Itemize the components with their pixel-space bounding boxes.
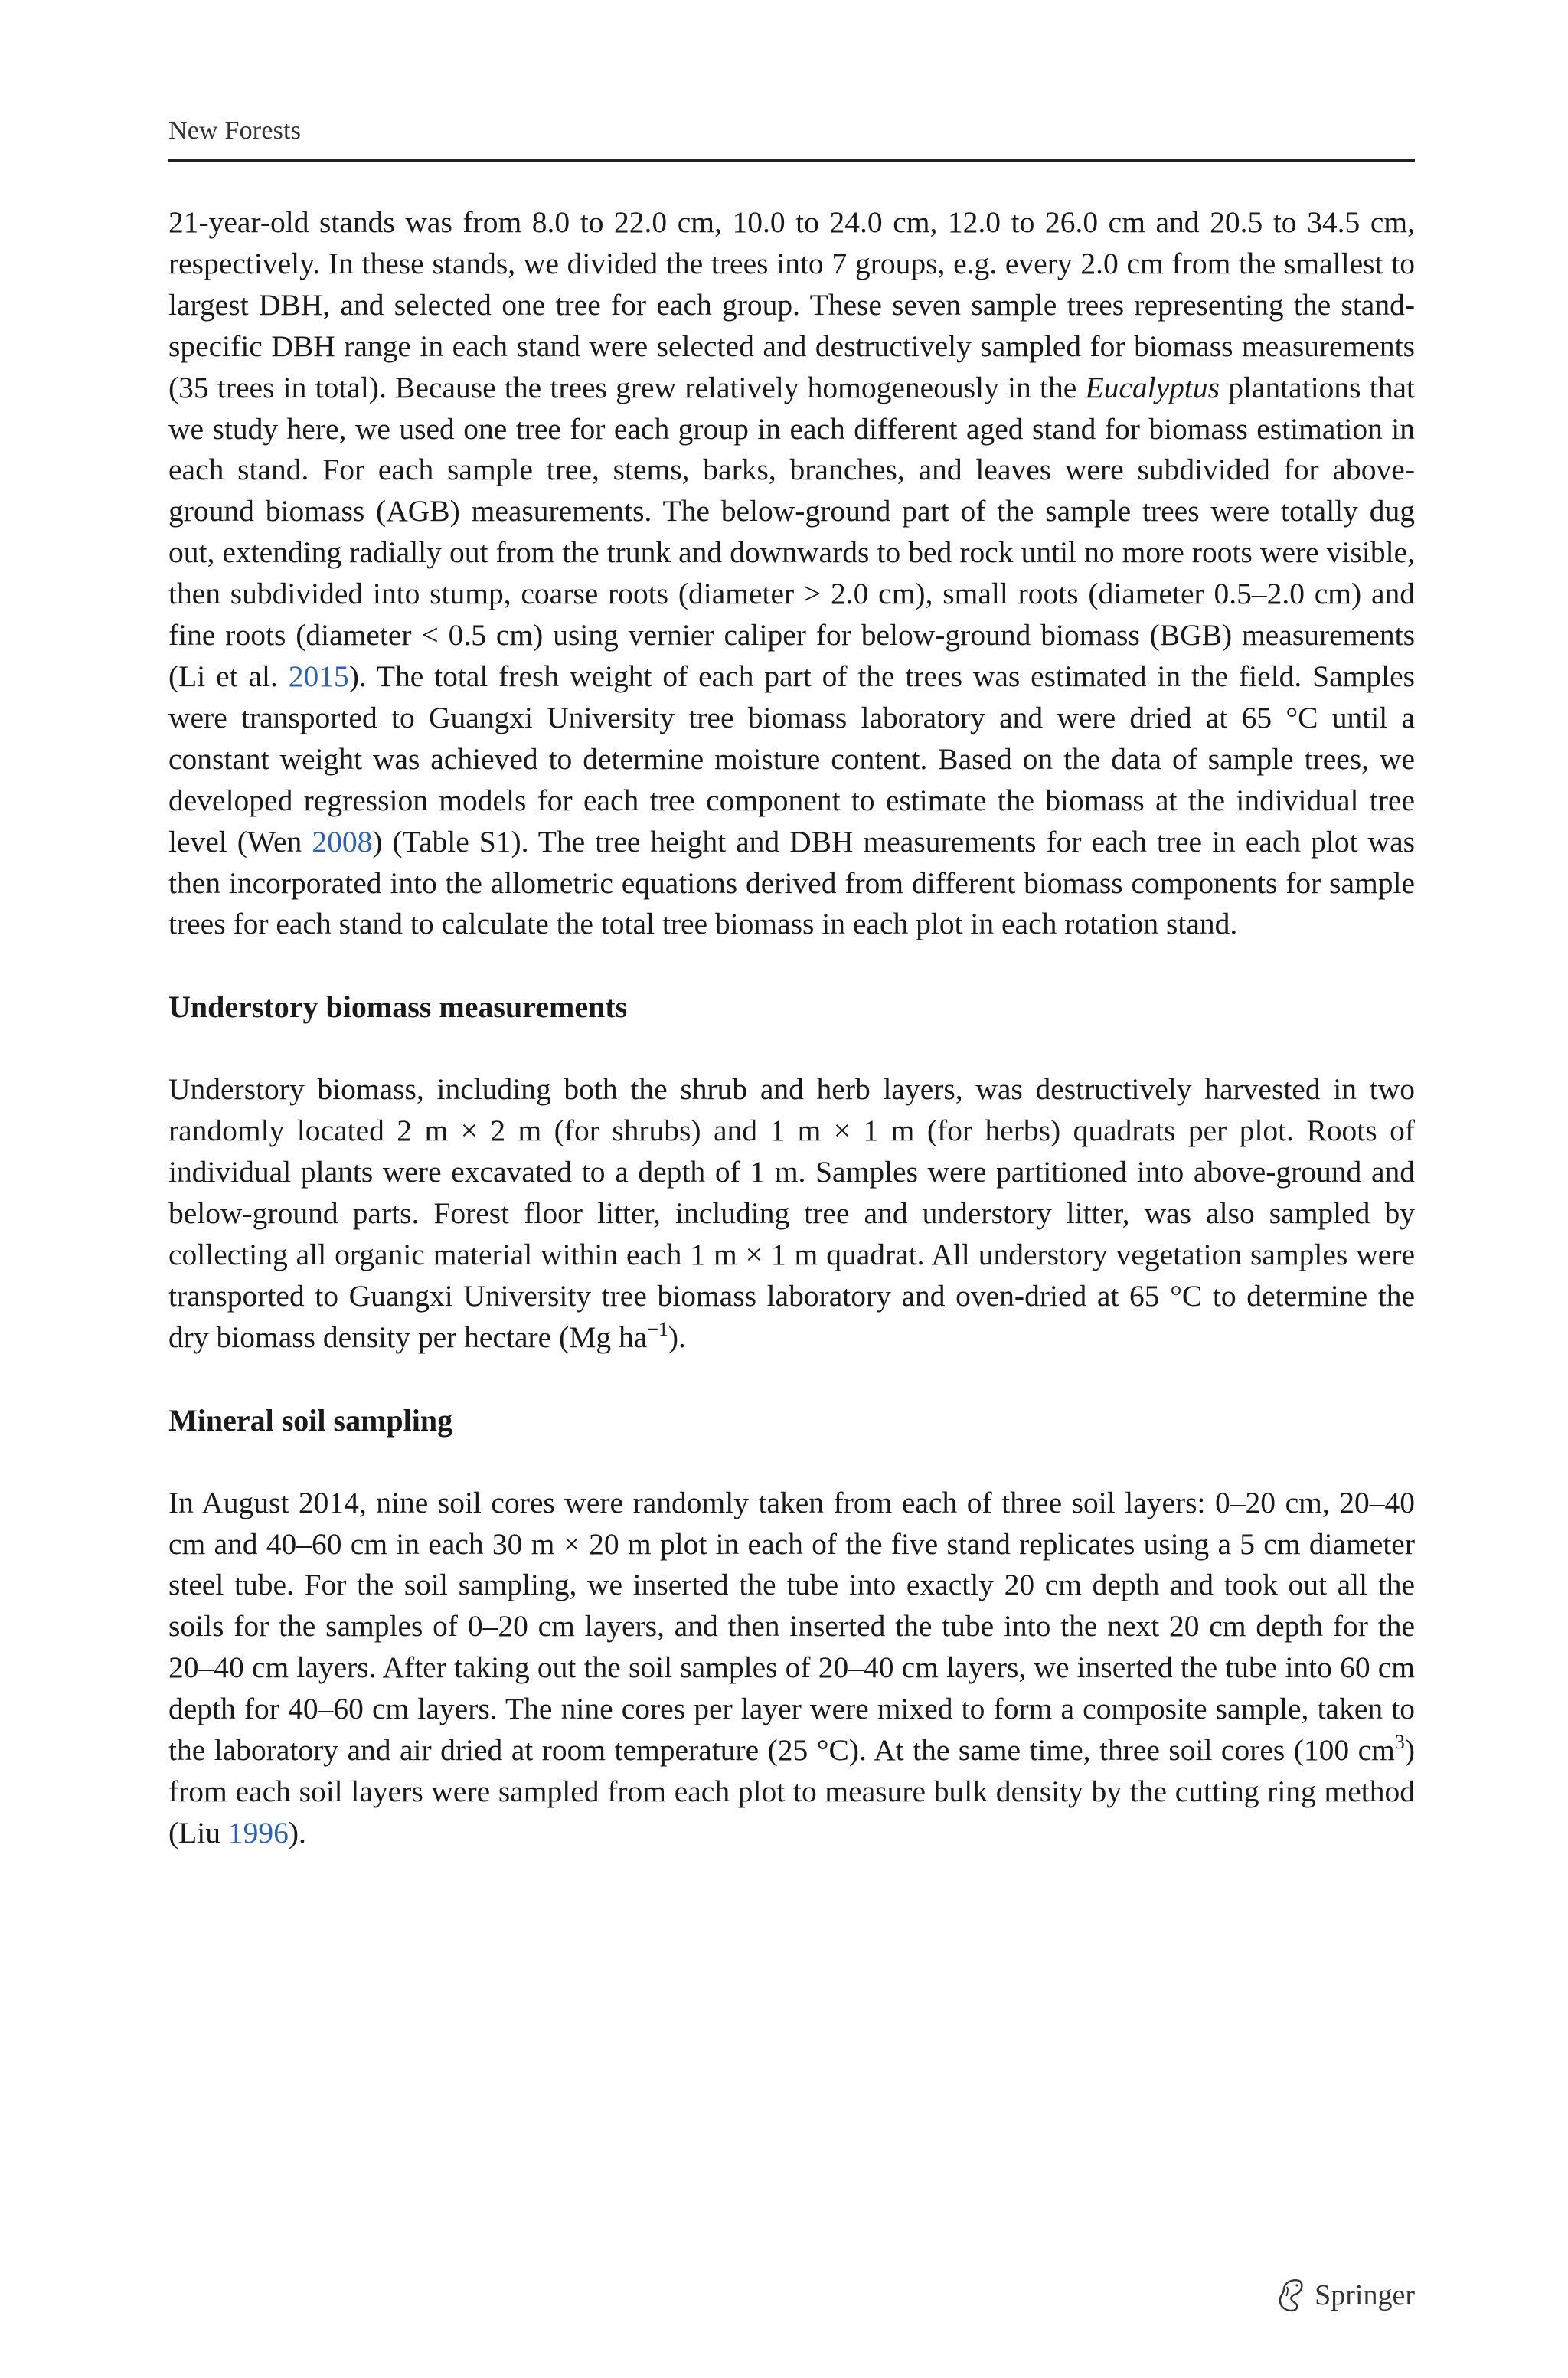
publisher-name: Springer bbox=[1315, 2279, 1415, 2311]
citation-link[interactable]: 1996 bbox=[227, 1815, 289, 1850]
text-run: ). bbox=[668, 1320, 686, 1354]
text-run: ). The total fresh weight of each part of the trees was estimated in the field. Samples were transported to Guangxi University tree biomass laboratory and were dried at 65 °C until a constant weight was achieved to determine moisture content. Based on the data of sample trees, we developed regression models for each tree component to estimate the biomass at the individual tree level (Wen bbox=[168, 659, 1415, 859]
genus-name: Eucalyptus bbox=[1085, 370, 1220, 404]
superscript: 3 bbox=[1394, 1731, 1405, 1754]
running-head: New Forests bbox=[168, 116, 302, 145]
page bbox=[168, 0, 1415, 2378]
paragraph-tree-biomass bbox=[168, 202, 1415, 945]
superscript: −1 bbox=[647, 1317, 668, 1340]
article-body bbox=[168, 202, 1415, 1854]
text-run: 21-year-old stands was from 8.0 to 22.0 cm, 10.0 to 24.0 cm, 12.0 to 26.0 cm and 20.5 to 34.5 cm, respectively. In these stands, we divided the trees into 7 groups, e.g. every 2.0 cm from the smallest to largest DBH, and selected one tree for each group. These seven sample trees representing the stand-specific DBH range in each stand were selected and destructively sampled for biomass measurements (35 trees in total). Because the trees grew relatively homogeneously in the bbox=[168, 205, 1415, 404]
text-run: ) from each soil layers were sampled from each plot to measure bulk density by the cutting ring method (Liu bbox=[168, 1733, 1415, 1850]
springer-horse-icon bbox=[1276, 2278, 1307, 2313]
header-rule bbox=[168, 159, 1415, 162]
section-heading-soil: Mineral soil sampling bbox=[168, 1402, 453, 1438]
text-run: Understory biomass, including both the shrub and herb layers, was destructively harvested in two randomly located 2 m × 2 m (for shrubs) and 1 m × 1 m (for herbs) quadrats per plot. Roots of individual plants were excavated to a depth of 1 m. Samples were partitioned into above-ground and below-ground parts. Forest floor litter, including tree and understory litter, was also sampled by collecting all organic material within each 1 m × 1 m quadrat. All understory vegetation samples were transported to Guangxi University tree biomass laboratory and oven-dried at 65 °C to determine the dry biomass density per hectare (Mg ha bbox=[168, 1072, 1415, 1354]
publisher-logo bbox=[1276, 2278, 1415, 2313]
citation-link[interactable]: 2008 bbox=[312, 824, 373, 859]
text-run: In August 2014, nine soil cores were randomly taken from each of three soil layers: 0–20 cm, 20–40 cm and 40–60 cm in each 30 m × 20 m plot in each of the five stand replicates using a 5 cm diameter steel tube. For the soil sampling, we inserted the tube into exactly 20 cm depth and took out all the soils for the samples of 0–20 cm layers, and then inserted the tube into the next 20 cm depth for the 20–40 cm layers. After taking out the soil samples of 20–40 cm layers, we inserted the tube into 60 cm depth for 40–60 cm layers. The nine cores per layer were mixed to form a composite sample, taken to the laboratory and air dried at room temperature (25 °C). At the same time, three soil cores (100 cm bbox=[168, 1485, 1415, 1768]
citation-link[interactable]: 2015 bbox=[288, 659, 349, 693]
text-run: plantations that we study here, we used one tree for each group in each different aged stand for biomass estimation in each stand. For each sample tree, stems, barks, branches, and leaves were subdivided for above-ground biomass (AGB) measurements. The below-ground part of the sample trees were totally dug out, extending radially out from the trunk and downwards to bed rock until no more roots were visible, then subdivided into stump, coarse roots (diameter > 2.0 cm), small roots (diameter 0.5–2.0 cm) and fine roots (diameter < 0.5 cm) using vernier caliper for below-ground biomass (BGB) measurements (Li et al. bbox=[168, 370, 1415, 693]
paragraph-soil bbox=[168, 1483, 1415, 1854]
text-run: ) (Table S1). The tree height and DBH measurements for each tree in each plot was then incorporated into the allometric equations derived from different biomass components for sample trees for each stand to calculate the total tree biomass in each plot in each rotation stand. bbox=[168, 824, 1415, 941]
section-heading-understory: Understory biomass measurements bbox=[168, 989, 628, 1025]
text-run: ). bbox=[288, 1815, 306, 1850]
paragraph-understory bbox=[168, 1069, 1415, 1358]
